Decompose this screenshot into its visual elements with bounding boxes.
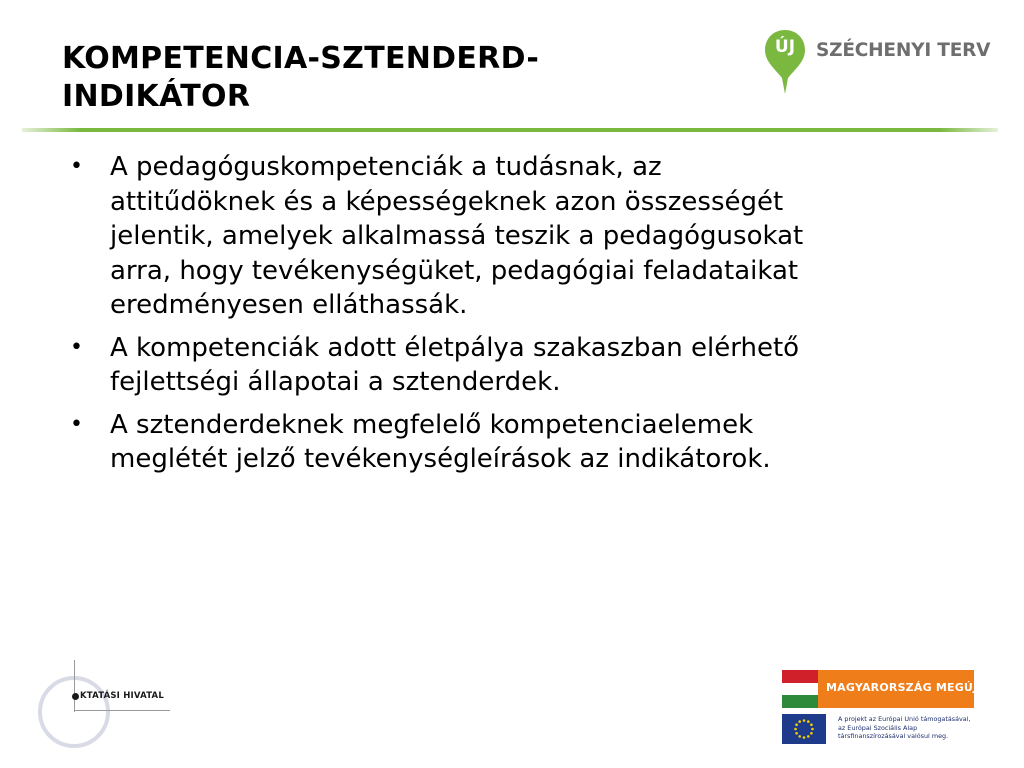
eu-funding-notice — [782, 712, 1002, 746]
szechenyi-pin-text: ÚJ — [774, 37, 796, 57]
bullet-item — [70, 408, 970, 477]
bullet-marker: • — [70, 154, 83, 179]
bullet-line: A kompetenciák adott életpálya szakaszban elérhető — [110, 332, 800, 363]
bullet-line: jelentik, amelyek alkalmassá teszik a pedagógusokat — [110, 221, 804, 251]
bullet-line: eredményesen elláthassák. — [110, 290, 468, 320]
magyarorszag-megujul-banner — [782, 670, 994, 708]
oktatasi-hivatal-text: KTATÁSI HIVATAL — [80, 691, 164, 701]
bullet-line: fejlettségi állapotai a sztenderdek. — [110, 367, 561, 397]
bullet-line: A pedagóguskompetenciák a tudásnak, az — [110, 152, 662, 182]
oktatasi-hivatal-logo — [34, 660, 184, 750]
magyarorszag-megujul-text: MAGYARORSZÁG MEGÚJUL — [826, 681, 994, 694]
bullet-item — [70, 331, 970, 400]
title-divider — [22, 128, 998, 132]
bullet-line: arra, hogy tevékenységüket, pedagógiai feladataikat — [110, 255, 799, 286]
logo-horizontal-rule — [74, 710, 170, 711]
szechenyi-brand-text: SZÉCHENYI TERV — [816, 40, 991, 61]
slide-title-line-1: KOMPETENCIA-SZTENDERD- — [62, 41, 540, 76]
bullet-item — [70, 150, 970, 323]
bullet-marker: • — [70, 334, 83, 360]
eu-notice-text — [838, 715, 1002, 741]
bullet-line: A sztenderdeknek megfelelő kompetenciaelemek — [110, 409, 754, 440]
eu-notice-line: társfinanszírozásával valósul meg. — [838, 732, 949, 741]
slide-title — [62, 40, 702, 116]
bullet-marker: • — [70, 411, 83, 437]
logo-dot-icon — [72, 693, 79, 700]
bullet-list — [70, 150, 970, 485]
eu-notice-line: az Európai Szociális Alap — [838, 723, 918, 732]
szechenyi-terv-logo — [762, 28, 992, 96]
bullet-line: meglétét jelző tevékenységleírások az indikátorok. — [110, 444, 771, 474]
hungarian-flag-icon — [782, 670, 818, 708]
eu-notice-line: A projekt az Európai Unió támogatásával, — [838, 715, 971, 723]
slide-title-line-2: INDIKÁTOR — [62, 79, 251, 114]
eu-flag-icon — [782, 714, 826, 744]
logo-vertical-rule — [74, 660, 75, 712]
bullet-line: attitűdöknek és a képességeknek azon összességét — [110, 186, 784, 217]
